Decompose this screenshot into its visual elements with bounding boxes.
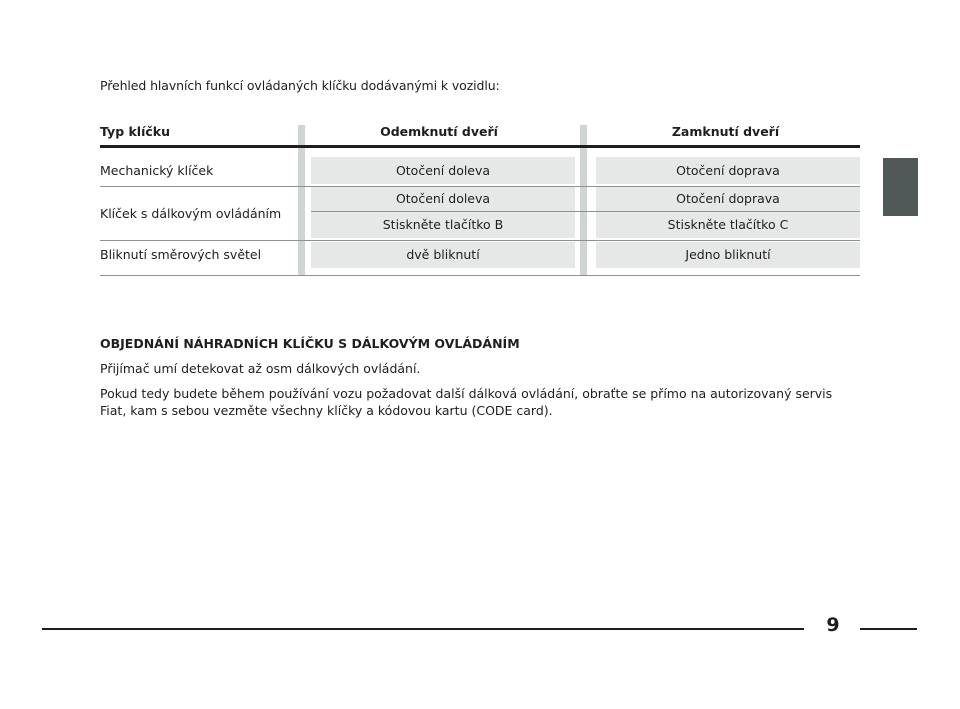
unlock-cell: Otočení doleva (395, 191, 491, 206)
column-separator (580, 125, 587, 275)
unlock-cell: dvě bliknutí (406, 247, 480, 262)
row-divider (100, 240, 860, 241)
unlock-cell: Stiskněte tlačítko B (382, 217, 504, 232)
lock-cell: Jedno bliknutí (685, 247, 771, 262)
header-rule (100, 145, 860, 148)
paragraph: Pokud tedy budete během používání vozu požadovat další dálková ovládání, obraťte se přímo na autorizovaný servis Fiat, kam s sebou vezměte všechny klíčky a kódovou kartu (CODE card). (100, 386, 833, 418)
unlock-cell: Otočení doleva (395, 163, 491, 178)
intro-text: Přehled hlavních funkcí ovládaných klíčku dodávanými k vozidlu: (100, 78, 500, 93)
page-number: 9 (826, 614, 840, 636)
row-label: Mechanický klíček (100, 163, 214, 178)
lock-cell: Stiskněte tlačítko C (667, 217, 789, 232)
lock-cell: Otočení doprava (676, 163, 780, 178)
row-label: Bliknutí směrových světel (100, 247, 262, 262)
header-key-type: Typ klíčku (100, 124, 170, 139)
section-heading: OBJEDNÁNÍ NÁHRADNÍCH KLÍČKU S DÁLKOVÝM OVLÁDÁNÍM (100, 336, 520, 351)
row-label: Klíček s dálkovým ovládáním (100, 206, 282, 221)
footer-rule (860, 628, 917, 630)
row-divider (100, 186, 860, 187)
row-divider (311, 211, 860, 212)
chapter-tab (883, 158, 918, 216)
header-unlock: Odemknutí dveří (380, 124, 498, 139)
header-lock: Zamknutí dveří (671, 124, 780, 139)
key-functions-table (100, 118, 860, 288)
row-divider (100, 275, 860, 276)
paragraph: Přijímač umí detekovat až osm dálkových ovládání. (100, 361, 421, 376)
column-separator (298, 125, 305, 275)
lock-cell: Otočení doprava (676, 191, 780, 206)
footer-rule (42, 628, 804, 630)
